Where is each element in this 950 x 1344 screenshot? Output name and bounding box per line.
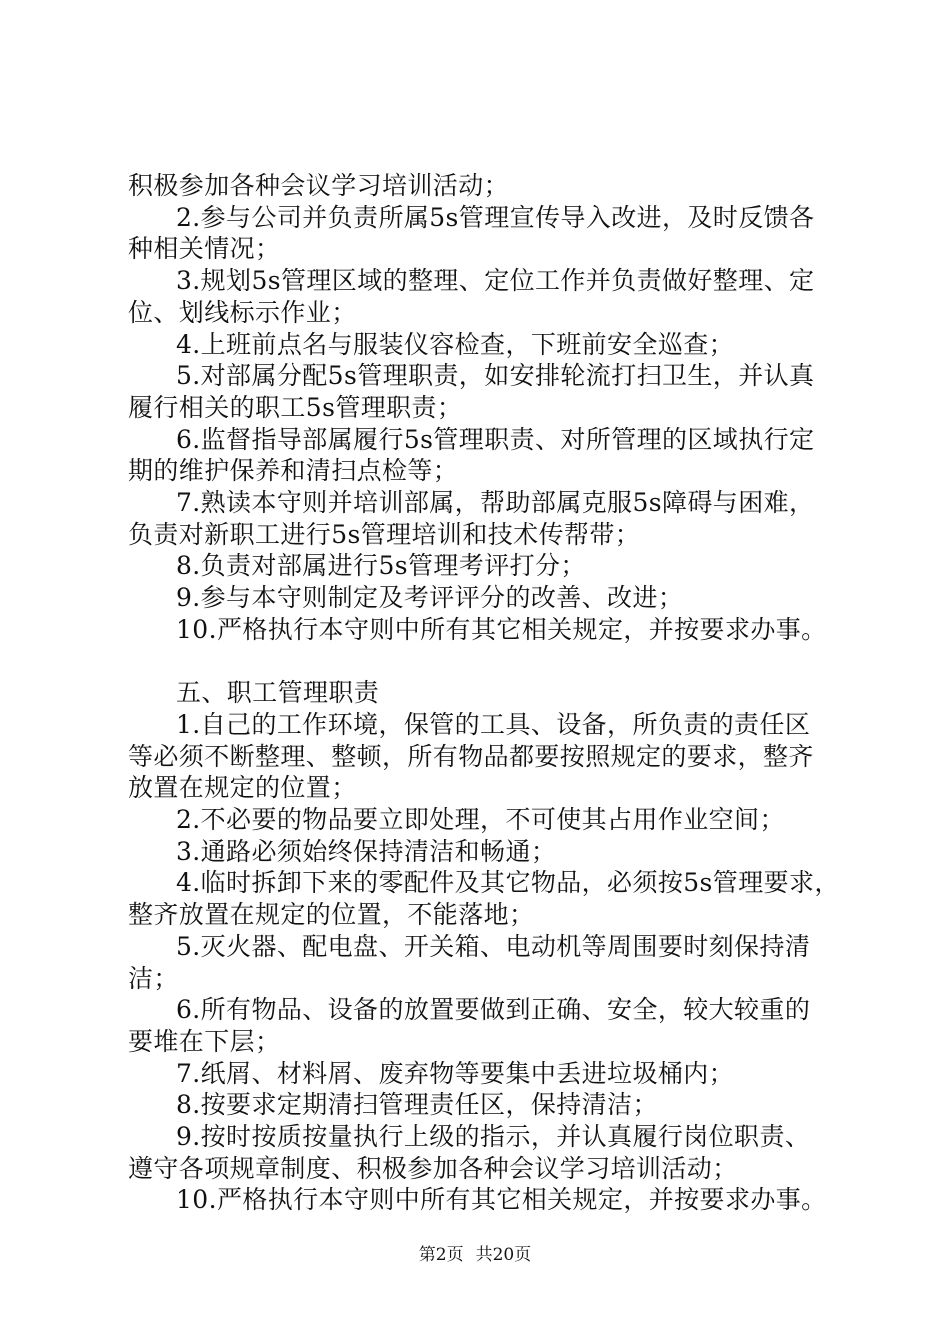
text-line: 种相关情况；	[128, 234, 281, 264]
text-line: 积极参加各种会议学习培训活动；	[128, 171, 510, 200]
text-line: 6.所有物品、设备的放置要做到正确、安全，较大较重的	[176, 995, 811, 1025]
text-line: 2.不必要的物品要立即处理，不可使其占用作业空间；	[176, 805, 785, 835]
text-line: 2.参与公司并负责所属5s管理宣传导入改进，及时反馈各	[176, 202, 815, 232]
page-footer	[0, 1244, 950, 1266]
text-line: 6.监督指导部属履行5s管理职责、对所管理的区域执行定	[176, 424, 815, 454]
text-line: 4.上班前点名与服装仪容检查，下班前安全巡查；	[176, 329, 735, 359]
text-line: 负责对新职工进行5s管理培训和技术传帮带；	[128, 519, 641, 549]
text-line: 放置在规定的位置；	[128, 773, 357, 803]
text-line: 3.规划5s管理区域的整理、定位工作并负责做好整理、定	[176, 266, 815, 296]
section-four-continued	[128, 170, 848, 646]
text-line: 8.负责对部属进行5s管理考评打分；	[176, 551, 586, 581]
text-line: 5.灭火器、配电盘、开关箱、电动机等周围要时刻保持清	[176, 931, 811, 961]
text-line: 10.严格执行本守则中所有其它相关规定，并按要求办事。	[176, 1185, 827, 1215]
text-line: 10.严格执行本守则中所有其它相关规定，并按要求办事。	[176, 614, 827, 644]
text-line: 要堆在下层；	[128, 1026, 281, 1056]
text-line: 7.熟读本守则并培训部属，帮助部属克服5s障碍与困难，	[176, 488, 815, 518]
text-line: 8.按要求定期清扫管理责任区，保持清洁；	[176, 1090, 658, 1120]
text-line: 位、划线标示作业；	[128, 297, 357, 327]
page-total: 共20页	[475, 1245, 532, 1265]
text-line: 3.通路必须始终保持清洁和畅通；	[176, 836, 557, 866]
text-line: 遵守各项规章制度、积极参加各种会议学习培训活动；	[128, 1153, 738, 1183]
page-number: 第2页	[418, 1245, 464, 1265]
text-line: 4.临时拆卸下来的零配件及其它物品，必须按5s管理要求，	[176, 868, 840, 898]
text-line: 履行相关的职工5s管理职责；	[128, 392, 463, 422]
text-line: 洁；	[128, 963, 179, 993]
text-line: 1.自己的工作环境，保管的工具、设备，所负责的责任区	[176, 709, 811, 739]
text-line: 7.纸屑、材料屑、废弃物等要集中丢进垃圾桶内；	[176, 1058, 735, 1088]
text-line: 5.对部属分配5s管理职责，如安排轮流打扫卫生，并认真	[176, 361, 815, 391]
text-line: 9.参与本守则制定及考评评分的改善、改进；	[176, 583, 684, 613]
document-body	[128, 170, 848, 1216]
text-line: 等必须不断整理、整顿，所有物品都要按照规定的要求，整齐	[128, 741, 814, 771]
text-line: 9.按时按质按量执行上级的指示，并认真履行岗位职责、	[176, 1122, 811, 1152]
section-heading: 五、职工管理职责	[176, 678, 380, 708]
paragraph-gap	[128, 646, 848, 678]
text-line: 期的维护保养和清扫点检等；	[128, 456, 459, 486]
text-line: 整齐放置在规定的位置，不能落地；	[128, 900, 535, 930]
section-five-items	[128, 709, 848, 1216]
